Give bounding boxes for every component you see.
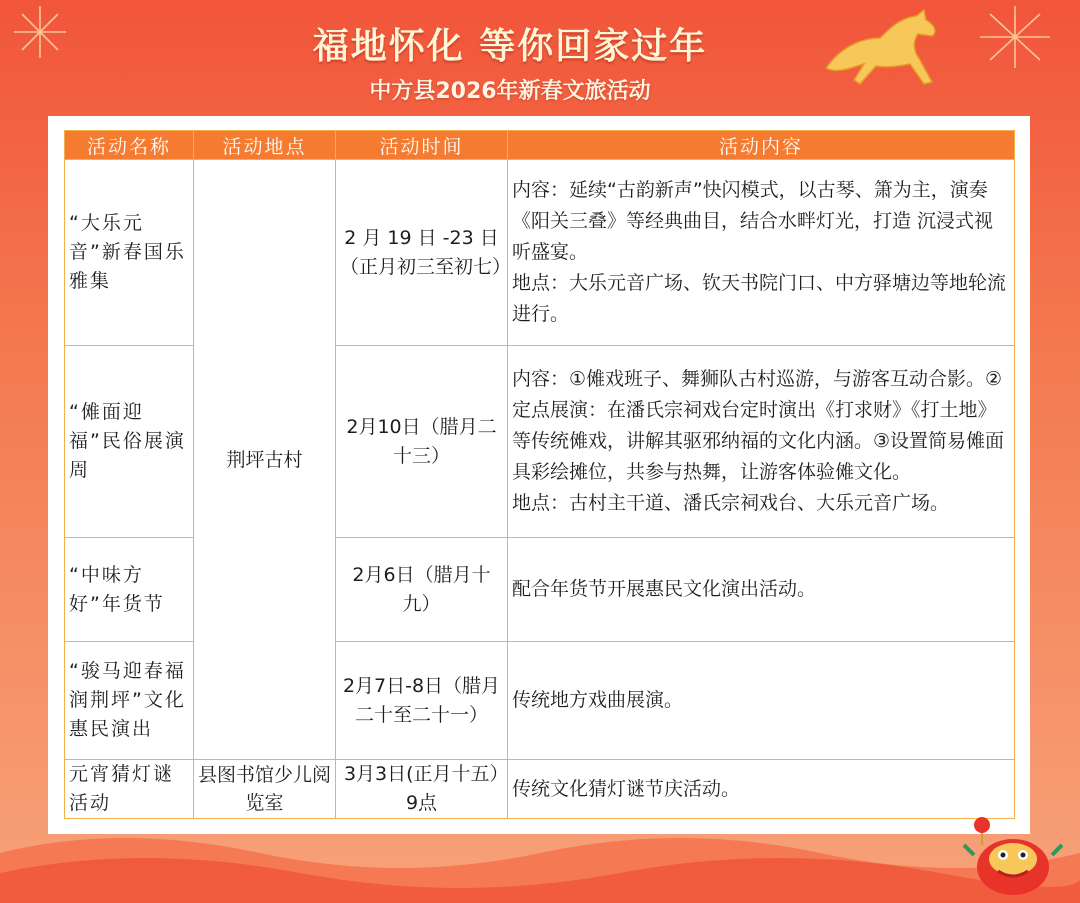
- content-line: 内容：延续“古韵新声”快闪模式，以古琴、箫为主，演奏《阳关三叠》等经典曲目，结合水畔灯光，打造 沉浸式视听盛宴。: [512, 179, 994, 263]
- poster-subtitle: 中方县2026年新春文旅活动: [369, 79, 651, 104]
- schedule-table: [64, 130, 1015, 819]
- activity-time: 3月3日(正月十五）9点: [336, 760, 508, 819]
- activity-time: 2月6日（腊月十九）: [336, 538, 508, 642]
- activity-name: “大乐元音”新春国乐雅集: [65, 160, 194, 346]
- activity-time: 2月10日（腊月二十三）: [336, 346, 508, 538]
- activity-content: [508, 642, 1015, 760]
- activity-name: “中味方好”年货节: [65, 538, 194, 642]
- activity-content: [508, 346, 1015, 538]
- table-row: [65, 760, 1015, 819]
- schedule-panel: [48, 116, 1030, 834]
- header-activity-time: 活动时间: [336, 131, 508, 160]
- table-header-row: [65, 131, 1015, 160]
- lion-dance-icon: [958, 815, 1068, 901]
- content-line: 地点：古村主干道、潘氏宗祠戏台、大乐元音广场。: [512, 492, 950, 514]
- activity-place: 荆坪古村: [194, 160, 336, 760]
- content-line: 配合年货节开展惠民文化演出活动。: [512, 578, 817, 600]
- activity-place: 县图书馆少儿阅览室: [194, 760, 336, 819]
- activity-name: “骏马迎春福润荆坪”文化惠民演出: [65, 642, 194, 760]
- content-line: 传统文化猜灯谜节庆活动。: [512, 777, 741, 800]
- content-line: 传统地方戏曲展演。: [512, 689, 684, 711]
- header-activity-place: 活动地点: [194, 131, 336, 160]
- header-activity-name: 活动名称: [65, 131, 194, 160]
- content-line: 地点：大乐元音广场、钦天书院门口、中方驿塘边等地轮流进行。: [512, 272, 1007, 325]
- content-line: 内容：①傩戏班子、舞狮队古村巡游，与游客互动合影。②定点展演：在潘氏宗祠戏台定时演出《打求财》《打土地》等传统傩戏，讲解其驱邪纳福的文化内涵。③设置简易傩面具彩绘摊位，共参与热舞，让游客体验傩文化。: [512, 368, 1005, 483]
- header-activity-content: 活动内容: [508, 131, 1015, 160]
- activity-time: 2 月 19 日 -23 日（正月初三至初七）: [336, 160, 508, 346]
- activity-content: [508, 538, 1015, 642]
- activity-name: “傩面迎福”民俗展演周: [65, 346, 194, 538]
- activity-time: 2月7日-8日（腊月二十至二十一）: [336, 642, 508, 760]
- activity-name: 元宵猜灯谜活动: [65, 760, 194, 819]
- activity-content: [508, 160, 1015, 346]
- poster-title: 福地怀化 等你回家过年: [312, 26, 708, 67]
- activity-content: [508, 760, 1015, 819]
- table-row: [65, 160, 1015, 346]
